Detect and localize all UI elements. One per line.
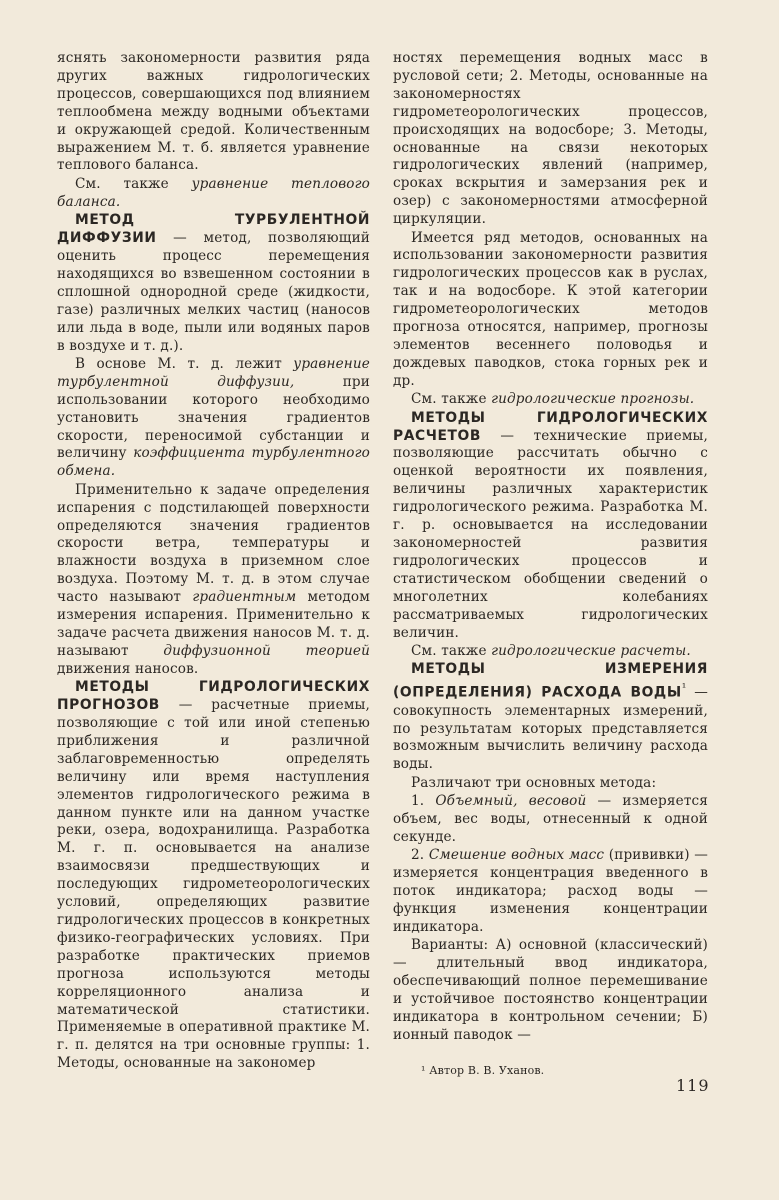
italic-text: градиентным bbox=[192, 589, 297, 606]
italic-text: уравнение теплового баланса. bbox=[57, 175, 370, 210]
text-run: яснять закономерности развития ряда других важных гидрологических процессов, совершающихся под влиянием теплообмена между водными объектами и окружающей средой. Количественным выражением М. т. б. является уравнение теплового баланса. bbox=[57, 50, 370, 174]
paragraph bbox=[57, 679, 370, 1073]
italic-text: уравнение турбулентной диффузии, bbox=[57, 355, 370, 390]
paragraph bbox=[393, 937, 708, 1044]
paragraph bbox=[57, 176, 370, 212]
text-run: — технические приемы, позволяющие рассчитать обычно с оценкой вероятности их появления, величины различных характеристик гидрологического режима. Разработка М. г. р. основывается на исследовании закономерностей развития гидрологических процессов и статистическом обобщении сведений о многолетних колебаниях рассматриваемых гидрологических величин. bbox=[393, 427, 708, 641]
italic-text: весовой bbox=[528, 793, 587, 810]
footnote: ¹ Автор В. В. Уханов. bbox=[421, 1063, 545, 1077]
text-run: См. также bbox=[411, 391, 492, 408]
text-run: — измеряется объем, вес воды, отнесенный к одной секунде. bbox=[393, 793, 708, 845]
text-run: (прививки) — измеряется концентрация введенного в поток индикатора; расход воды — функция изменения концентрации индикатора. bbox=[393, 847, 708, 936]
continued-paragraph bbox=[57, 50, 370, 175]
text-run: при использовании которого необходимо установить значения градиентов скорости, переносимой субстанции и величину bbox=[57, 373, 370, 462]
text-run: 2. bbox=[411, 847, 429, 864]
paragraph bbox=[393, 230, 708, 391]
entry-term: МЕТОДЫ ГИДРОЛОГИЧЕСКИХ РАСЧЕТОВ bbox=[393, 409, 708, 444]
text-run: — совокупность элементарных измерений, по результатам которых представляется возможным вычислить величину расхода воды. bbox=[393, 684, 708, 773]
paragraph bbox=[393, 775, 708, 793]
text-run: В основе М. т. д. лежит bbox=[75, 355, 294, 372]
footnote-mark: ¹ bbox=[681, 680, 687, 695]
text-run: — расчетные приемы, позволяющие с той или иной степенью приближения и различной заблаговременностью определять величину или время наступления элементов гидрологического режима в данном пункте или на данном участке реки, озера, водохранилища. Разработка М. г. п. основывается на анализе взаимосвязи предшествующих и последующих гидрометеорологических условий, определяющих развитие гидрологических процессов в конкретных физико-географических условиях. При разработке практических приемов прогноза используются методы корреляционного анализа и математической статистики. Применяемые в оперативной практике М. г. п. делятся на три основные группы: 1. Методы, основанные на закономер bbox=[57, 697, 370, 1072]
paragraph bbox=[393, 410, 708, 643]
italic-text: гидрологические прогнозы. bbox=[491, 391, 695, 408]
italic-text: коэффициента турбулентного обмена. bbox=[57, 445, 370, 480]
text-run: Различают три основных метода: bbox=[411, 774, 657, 791]
paragraph bbox=[57, 482, 370, 679]
italic-text: Смешение водных масс bbox=[428, 847, 605, 864]
text-run: методом измерения испарения. Применительно к задаче расчета движения наносов М. т. д. называют bbox=[57, 589, 370, 659]
text-run: 1. bbox=[411, 793, 436, 810]
paragraph bbox=[393, 643, 708, 661]
paragraph bbox=[393, 661, 708, 774]
entry-term: МЕТОДЫ ГИДРОЛОГИЧЕСКИХ ПРОГНОЗОВ bbox=[57, 679, 370, 714]
text-run: См. также bbox=[75, 175, 192, 192]
page-number: 119 bbox=[676, 1076, 710, 1095]
left-column bbox=[57, 50, 370, 1073]
paragraph bbox=[57, 356, 370, 481]
text-run: ностях перемещения водных масс в русловой сети; 2. Методы, основанные на закономерностях гидрометеорологических процессов, происходящих на водосборе; 3. Методы, основанные на связи некоторых гидрологических явлений (например, сроках вскрытия и замерзания рек и озер) с закономерностями атмосферной циркуляции. bbox=[393, 50, 708, 228]
footnote-divider bbox=[393, 1051, 453, 1052]
right-column-body bbox=[393, 50, 708, 1045]
text-run: Применительно к задаче определения испарения с подстилающей поверхности определяются значения градиентов скорости ветра, температуры и влажности воздуха в приземном слое воздуха. Поэтому М. т. д. в этом случае часто называют bbox=[57, 481, 370, 606]
text-run bbox=[518, 793, 529, 809]
right-column bbox=[393, 50, 708, 1080]
text-run: — метод, позволяющий оценить процесс перемещения находящихся во взвешенном состоянии в сплошной однородной среде (жидкости, газе) различных мелких частиц (наносов или льда в воде, пыли или водяных паров в воздухе и т. д.). bbox=[57, 230, 370, 354]
italic-text: гидрологические расчеты. bbox=[491, 642, 691, 659]
italic-text: Объемный, bbox=[435, 793, 518, 810]
text-run: Имеется ряд методов, основанных на использовании закономерности развития гидрологических процессов как в руслах, так и на водосборе. К этой категории гидрометеорологических методов прогноза относятся, например, прогнозы элементов весеннего половодья и дождевых паводков, стока горных рек и др. bbox=[393, 229, 708, 389]
text-run: движения наносов. bbox=[57, 660, 199, 677]
text-run: Варианты: А) основной (классический) — длительный ввод индикатора, обеспечивающий полное перемешивание и устойчивое постоянство концентрации индикатора в контрольном сечении; Б) ионный паводок — bbox=[393, 937, 708, 1043]
entry-term: МЕТОД ТУРБУЛЕНТНОЙ ДИФФУЗИИ bbox=[57, 212, 370, 247]
continued-paragraph bbox=[393, 50, 708, 229]
italic-text: диффузионной теорией bbox=[163, 642, 370, 659]
paragraph bbox=[393, 793, 708, 847]
entry-term: МЕТОДЫ ИЗМЕРЕНИЯ (ОПРЕДЕЛЕНИЯ) РАСХОДА ВОДЫ bbox=[393, 661, 708, 701]
paragraph bbox=[57, 212, 370, 355]
paragraph bbox=[393, 847, 708, 937]
text-run: См. также bbox=[411, 642, 492, 659]
paragraph bbox=[393, 391, 708, 409]
